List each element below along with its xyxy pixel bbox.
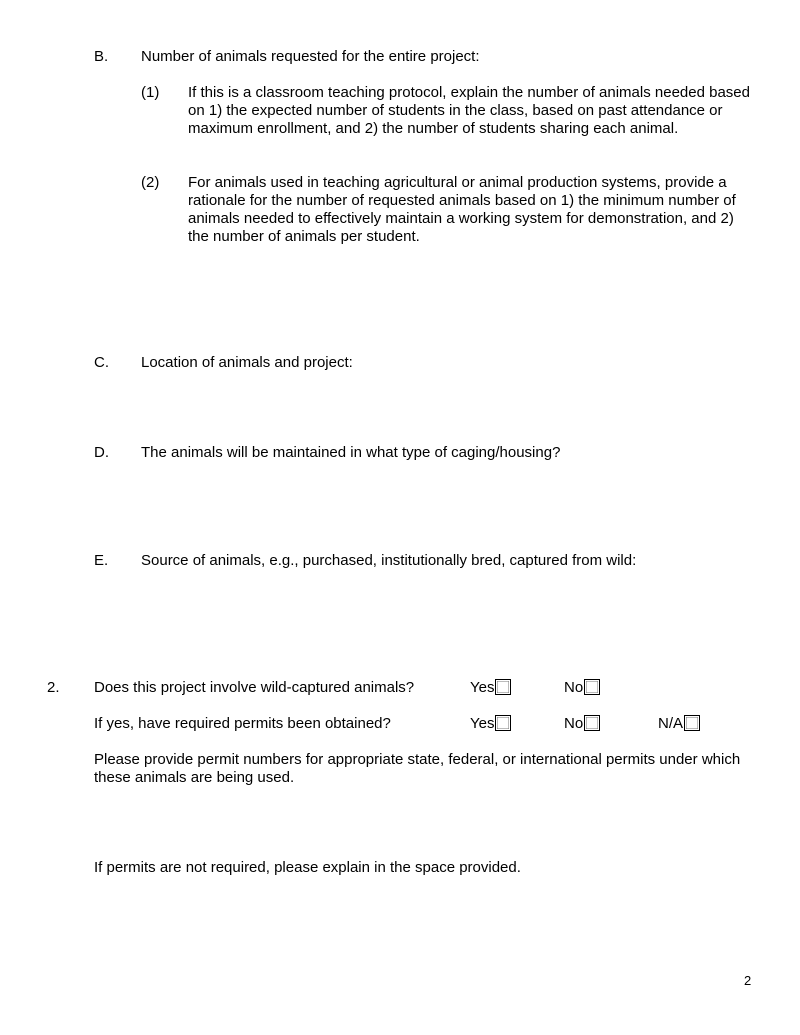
- permits-yes-checkbox[interactable]: [495, 715, 511, 731]
- section-b-item-2-text: For animals used in teaching agricultural or animal production systems, provide a rationale for the number of requested animals based on 1) the minimum number of animals needed to effectively maintain a working system for demonstration, and 2) the number of animals per student.: [188, 174, 736, 245]
- page-number: 2: [744, 973, 752, 988]
- permits-na-option[interactable]: [658, 715, 700, 733]
- permits-na-label: N/A: [658, 715, 684, 732]
- permits-na-checkbox[interactable]: [684, 715, 700, 731]
- section-b-item-1-text: If this is a classroom teaching protocol, explain the number of animals needed based on 1) the expected number of students in the class, based on past attendance or maximum enrollment, and 2) the number of students sharing each animal.: [188, 84, 750, 137]
- permits-yes-label: Yes: [470, 715, 495, 732]
- section-c-letter: C.: [94, 354, 109, 371]
- wild-captured-no-checkbox[interactable]: [584, 679, 600, 695]
- permit-numbers-instructions: Please provide permit numbers for appropriate state, federal, or international permits under which these animals are being used.: [94, 751, 741, 786]
- section-e-letter: E.: [94, 552, 109, 569]
- question-2-number: 2.: [47, 679, 60, 696]
- section-d-text: The animals will be maintained in what type of caging/housing?: [141, 444, 561, 461]
- section-c-text: Location of animals and project:: [141, 354, 353, 371]
- permits-no-label: No: [564, 715, 584, 732]
- permits-not-required-instructions: If permits are not required, please explain in the space provided.: [94, 859, 521, 876]
- permits-question: If yes, have required permits been obtained?: [94, 715, 391, 732]
- wild-captured-question: Does this project involve wild-captured animals?: [94, 679, 415, 696]
- section-b-letter: B.: [94, 48, 109, 65]
- section-b-item-1-number: (1): [141, 84, 160, 101]
- permits-yes-option[interactable]: [470, 715, 511, 733]
- wild-captured-no-option[interactable]: [564, 679, 600, 697]
- wild-captured-yes-label: Yes: [470, 679, 495, 696]
- wild-captured-yes-option[interactable]: [470, 679, 511, 697]
- wild-captured-yes-checkbox[interactable]: [495, 679, 511, 695]
- section-b-heading: Number of animals requested for the entire project:: [141, 48, 480, 65]
- section-e-text: Source of animals, e.g., purchased, institutionally bred, captured from wild:: [141, 552, 637, 569]
- section-b-item-2-number: (2): [141, 174, 160, 191]
- section-d-letter: D.: [94, 444, 109, 461]
- permits-no-checkbox[interactable]: [584, 715, 600, 731]
- wild-captured-no-label: No: [564, 679, 584, 696]
- permits-no-option[interactable]: [564, 715, 600, 733]
